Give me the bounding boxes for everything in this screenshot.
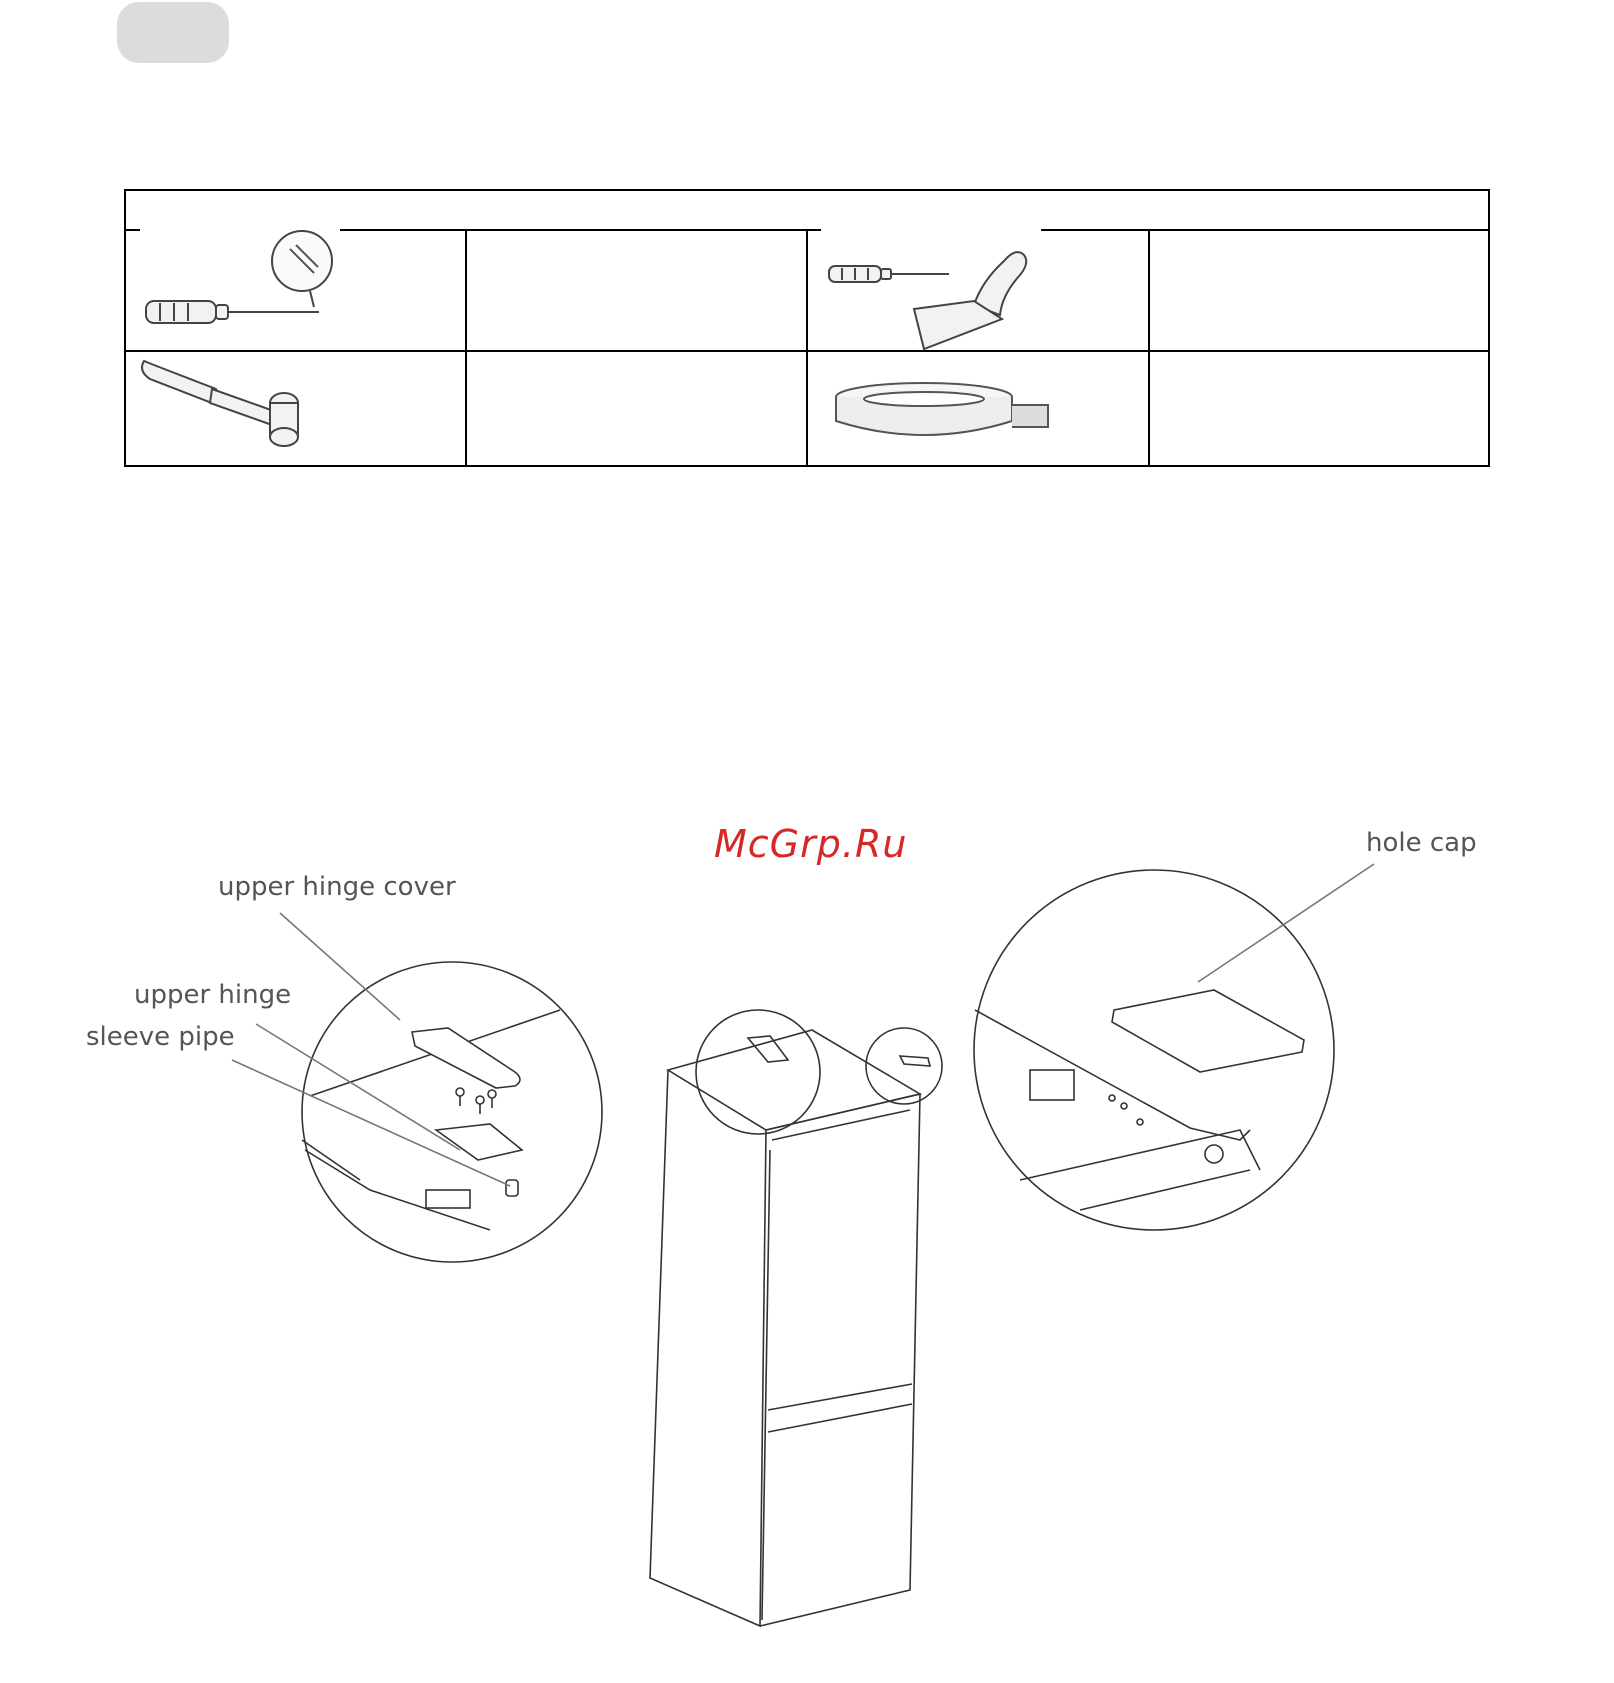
hinge-removal-diagram (0, 800, 1614, 1679)
mallet-icon (142, 361, 298, 446)
label-upper-hinge: upper hinge (134, 980, 292, 1010)
label-upper-hinge-cover: upper hinge cover (218, 872, 456, 902)
diagram-drawing (0, 800, 1614, 1679)
refrigerator-drawing (650, 1010, 942, 1626)
right-detail-circle (974, 870, 1334, 1230)
screwdriver-and-putty-knife-icon (829, 252, 1026, 349)
tape-roll-icon (836, 383, 1048, 435)
watermark: McGrp.Ru (714, 822, 908, 866)
tools-table (124, 189, 1490, 467)
label-hole-cap: hole cap (1366, 828, 1477, 858)
phillips-screwdriver-icon (146, 231, 332, 323)
tools-table-grid (124, 189, 1490, 467)
page-number-tab (117, 2, 229, 63)
label-sleeve-pipe: sleeve pipe (86, 1022, 235, 1052)
